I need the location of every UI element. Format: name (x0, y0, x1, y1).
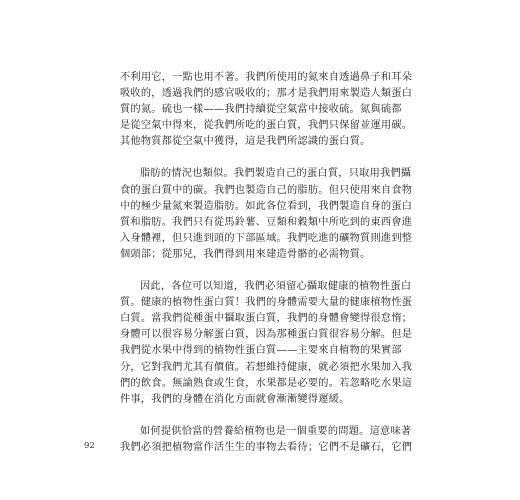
text-line: 身體可以很容易分解蛋白質，因為那種蛋白質很容易分解。但是 (120, 329, 413, 341)
text-line: 不利用它，一點也用不著。我們所使用的氮來自透過鼻子和耳朵 (120, 72, 413, 83)
text-line: 白質。當我們從種蛋中攝取蛋白質，我們的身體會變得很怠惰； (120, 313, 413, 325)
text-line: 分，它對我們尤其有價值。若想維持健康，就必須把水果加入我 (120, 361, 413, 373)
text-line: 我們從水果中得到的植物性蛋白質——主要來自植物的果實部 (120, 345, 402, 357)
text-line: 因此，各位可以知道，我們必須留心攝取健康的植物性蛋白 (140, 281, 412, 293)
text-line: 吸收的，透過我們的感官吸收的；那才是我們用來製造人類蛋白 (120, 88, 413, 100)
text-line: 們的飲食。無論熟食或生食，水果都是必要的。若忽略吃水果這 (120, 377, 413, 389)
text-line: 其他物質都從空氣中獲得，這是我們所認識的蛋白質。 (120, 136, 371, 148)
text-line: 中的極少量氮來製造脂肪。如此各位看到，我們製造自身的蛋白 (120, 200, 413, 212)
page-number: 92 (84, 441, 95, 451)
text-line: 質。健康的植物性蛋白質！我們的身體需要大量的健康植物性蛋 (120, 297, 413, 309)
paragraph (120, 424, 413, 456)
text-line: 個頭部；從那兒，我們得到用來建造骨骼的必需物質。 (120, 248, 371, 260)
text-line: 我們必須把植物當作活生生的事物去看待；它們不是礦石，它們 (120, 441, 413, 453)
paragraph (120, 166, 413, 263)
text-line: 入身體裡，但只進到頭的下部區域。我們吃進的礦物質則進到整 (120, 232, 413, 244)
text-line: 件事，我們的身體在消化方面就會漸漸變得遲緩。 (120, 393, 350, 405)
text-line: 如何提供恰當的營養給植物也是一個重要的問題。這意味著 (140, 425, 412, 437)
body-text (120, 70, 413, 456)
paragraph (120, 279, 413, 408)
text-line: 質的氮。硫也一樣——我們持續從空氣當中接收硫。氮與硫都 (120, 104, 402, 116)
text-line: 食的蛋白質中的碳。我們也製造自己的脂肪。但只使用來自食物 (120, 184, 413, 196)
paragraph (120, 70, 413, 150)
text-line: 脂肪的情況也類似。我們製造自己的蛋白質，只取用我們攝 (140, 168, 412, 180)
text-line: 是從空氣中得來，從我們所吃的蛋白質，我們只保留並運用碳。 (120, 120, 413, 132)
text-line: 質和脂肪。我們只有從馬鈴薯、豆類和穀類中所吃到的東西會進 (120, 216, 413, 228)
